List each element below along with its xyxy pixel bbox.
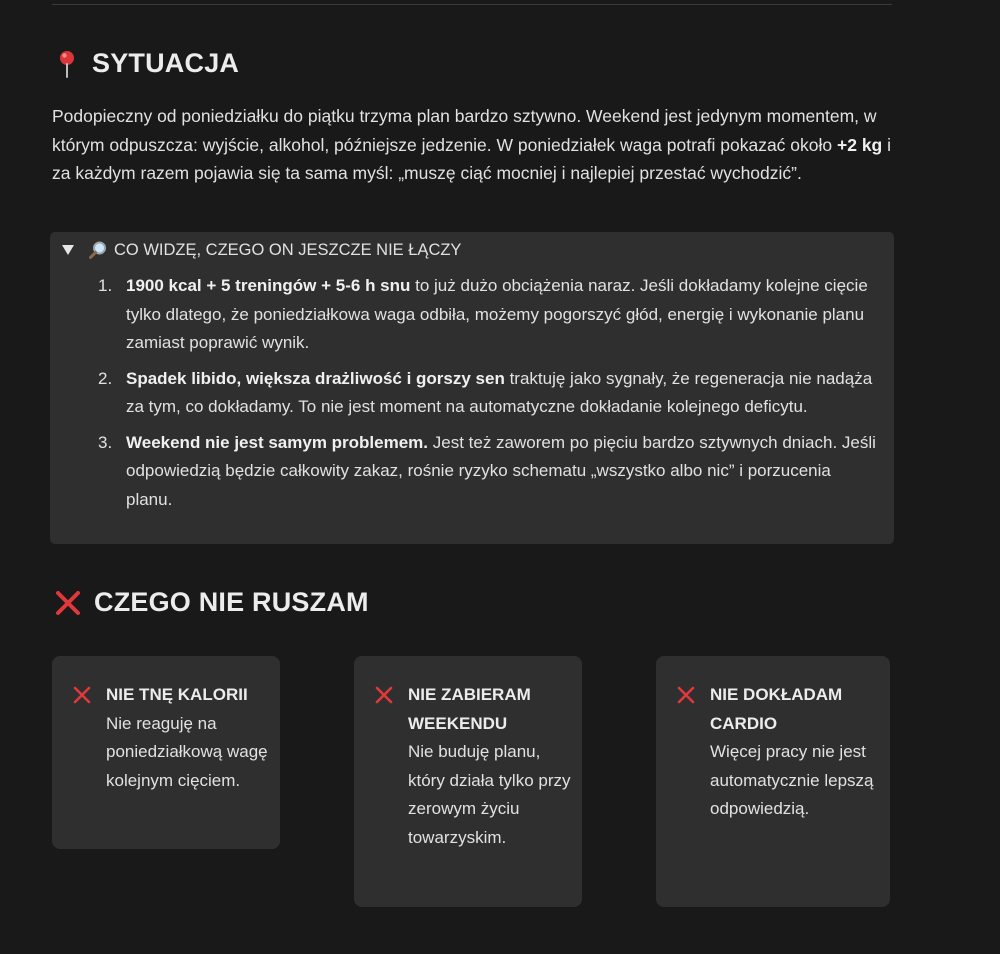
toggle-block <box>50 232 894 544</box>
toggle-triangle-icon[interactable] <box>62 245 74 255</box>
list-item <box>98 365 878 422</box>
situation-text-1: Podopieczny od poniedziałku do piątku trzyma plan bardzo sztywno. Weekend jest jedynym momentem, w którym odpuszcza: wyjście, alkohol, późniejsze jedzenie. W poniedziałek waga potrafi pokazać około <box>52 106 877 155</box>
dont-touch-title: CZEGO NIE RUSZAM <box>94 587 369 617</box>
callout-card-calories <box>52 656 280 849</box>
list-item-text: to już dużo obciążenia naraz. Jeśli dokładamy kolejne cięcie tylko dlatego, że poniedziałkowa waga odbiła, możemy pogorszyć głód, energię i wykonanie planu zamiast poprawić wynik. <box>126 276 868 352</box>
list-number: 2. <box>98 368 113 388</box>
dont-touch-heading <box>54 587 369 618</box>
list-item-bold: 1900 kcal + 5 treningów + 5-6 h snu <box>126 276 411 295</box>
situation-text-2: i za każdym razem pojawia się ta sama myśl: „muszę ciąć mocniej i najlepiej przestać wychodzić”. <box>52 134 891 183</box>
situation-text-bold: +2 kg <box>837 134 883 155</box>
cross-mark-icon <box>676 685 696 710</box>
situation-title: SYTUACJA <box>92 48 240 78</box>
toggle-title: CO WIDZĘ, CZEGO ON JESZCZE NIE ŁĄCZY <box>114 240 462 259</box>
callout-card-cardio <box>656 656 890 907</box>
list-item <box>98 429 878 515</box>
card-title: NIE ZABIERAM WEEKENDU <box>408 685 531 733</box>
situation-paragraph <box>52 102 892 188</box>
list-item-text: Jest też zaworem po pięciu bardzo sztywnych dniach. Jeśli odpowiedzią będzie całkowity zakaz, rośnie ryzyko schematu „wszystko albo nic” i porzucenia planu. <box>126 432 876 509</box>
situation-heading <box>54 48 239 79</box>
magnifier-icon <box>88 240 108 260</box>
card-title: NIE TNĘ KALORII <box>106 685 248 704</box>
card-body: Nie reaguję na poniedziałkową wagę kolejnym cięciem. <box>106 713 268 790</box>
callout-card-weekend <box>354 656 582 907</box>
list-item-bold: Weekend nie jest samym problemem. <box>126 432 429 452</box>
pushpin-icon <box>54 49 80 79</box>
list-item-text: traktuję jako sygnały, że regeneracja nie nadąża za tym, co dokładamy. To nie jest moment na automatyczne dokładanie kolejnego deficytu. <box>126 368 873 416</box>
card-text <box>408 681 578 853</box>
list-number: 1. <box>98 276 113 295</box>
card-body: Więcej pracy nie jest automatycznie lepszą odpowiedzią. <box>710 742 874 819</box>
card-text <box>106 681 276 795</box>
insight-list <box>98 272 878 521</box>
card-title: NIE DOKŁADAM CARDIO <box>710 685 843 733</box>
top-divider <box>52 4 892 5</box>
list-item-bold: Spadek libido, większa drażliwość i gorszy sen <box>126 368 505 388</box>
cross-mark-icon <box>72 685 92 710</box>
cross-mark-icon <box>54 589 82 617</box>
toggle-header[interactable] <box>60 240 461 260</box>
list-item <box>98 272 878 358</box>
list-number: 3. <box>98 432 113 452</box>
card-text <box>710 681 880 824</box>
cross-mark-icon <box>374 685 394 710</box>
card-body: Nie buduję planu, który działa tylko przy zerowym życiu towarzyskim. <box>408 742 571 847</box>
